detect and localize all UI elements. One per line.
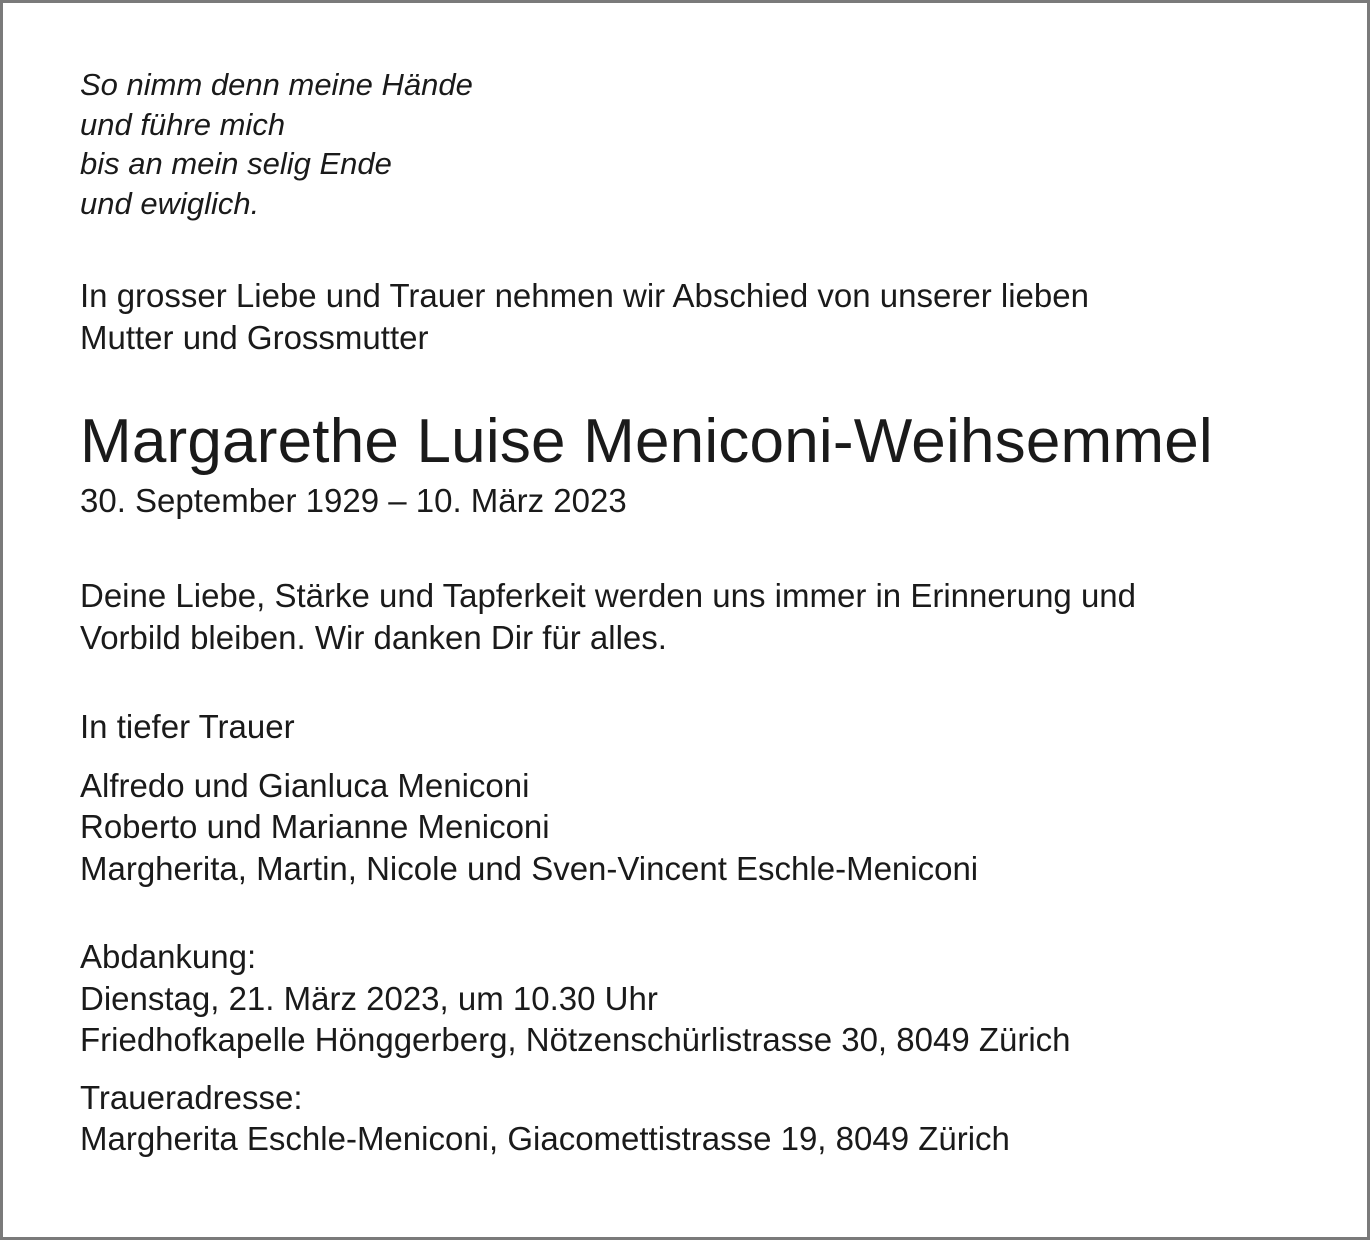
mourner-name: Roberto und Marianne Meniconi xyxy=(80,808,550,845)
poem-line: bis an mein selig Ende xyxy=(80,146,392,181)
ceremony-location: Friedhofkapelle Hönggerberg, Nötzenschürlistrasse 30, 8049 Zürich xyxy=(80,1021,1071,1058)
life-dates: 30. September 1929 – 10. März 2023 xyxy=(80,482,627,519)
tribute-line: Vorbild bleiben. Wir danken Dir für alles. xyxy=(80,618,667,656)
intro-line: In grosser Liebe und Trauer nehmen wir Abschied von unserer lieben xyxy=(80,277,1089,314)
ceremony-label: Abdankung: xyxy=(80,938,257,975)
mourner-name: Alfredo und Gianluca Meniconi xyxy=(80,766,530,804)
mourning-address xyxy=(80,1077,1340,1160)
tribute-line: Deine Liebe, Stärke und Tapferkeit werden uns immer in Erinnerung und xyxy=(80,577,1136,614)
tribute-text xyxy=(80,575,1340,658)
farewell-intro xyxy=(80,275,1340,358)
deceased-name: Margarethe Luise Meniconi-Weihsemmel xyxy=(80,407,1213,476)
intro-line: Mutter und Grossmutter xyxy=(80,318,429,356)
notice-content xyxy=(80,65,1340,1160)
poem-line: und ewiglich. xyxy=(80,185,260,221)
mourning-address-label: Traueradresse: xyxy=(80,1078,303,1116)
mourning-address-text: Margherita Eschle-Meniconi, Giacomettistrasse 19, 8049 Zürich xyxy=(80,1120,1010,1157)
ceremony-datetime: Dienstag, 21. März 2023, um 10.30 Uhr xyxy=(80,979,658,1017)
mourning-intro-text: In tiefer Trauer xyxy=(80,708,295,745)
poem-line: und führe mich xyxy=(80,106,286,142)
mourners-list xyxy=(80,765,1340,890)
mourner-name: Margherita, Martin, Nicole und Sven-Vincent Eschle-Meniconi xyxy=(80,849,979,887)
mourning-intro xyxy=(80,706,1340,748)
poem-verse xyxy=(80,65,1340,223)
poem-line: So nimm denn meine Hände xyxy=(80,67,473,102)
ceremony-info xyxy=(80,936,1340,1061)
